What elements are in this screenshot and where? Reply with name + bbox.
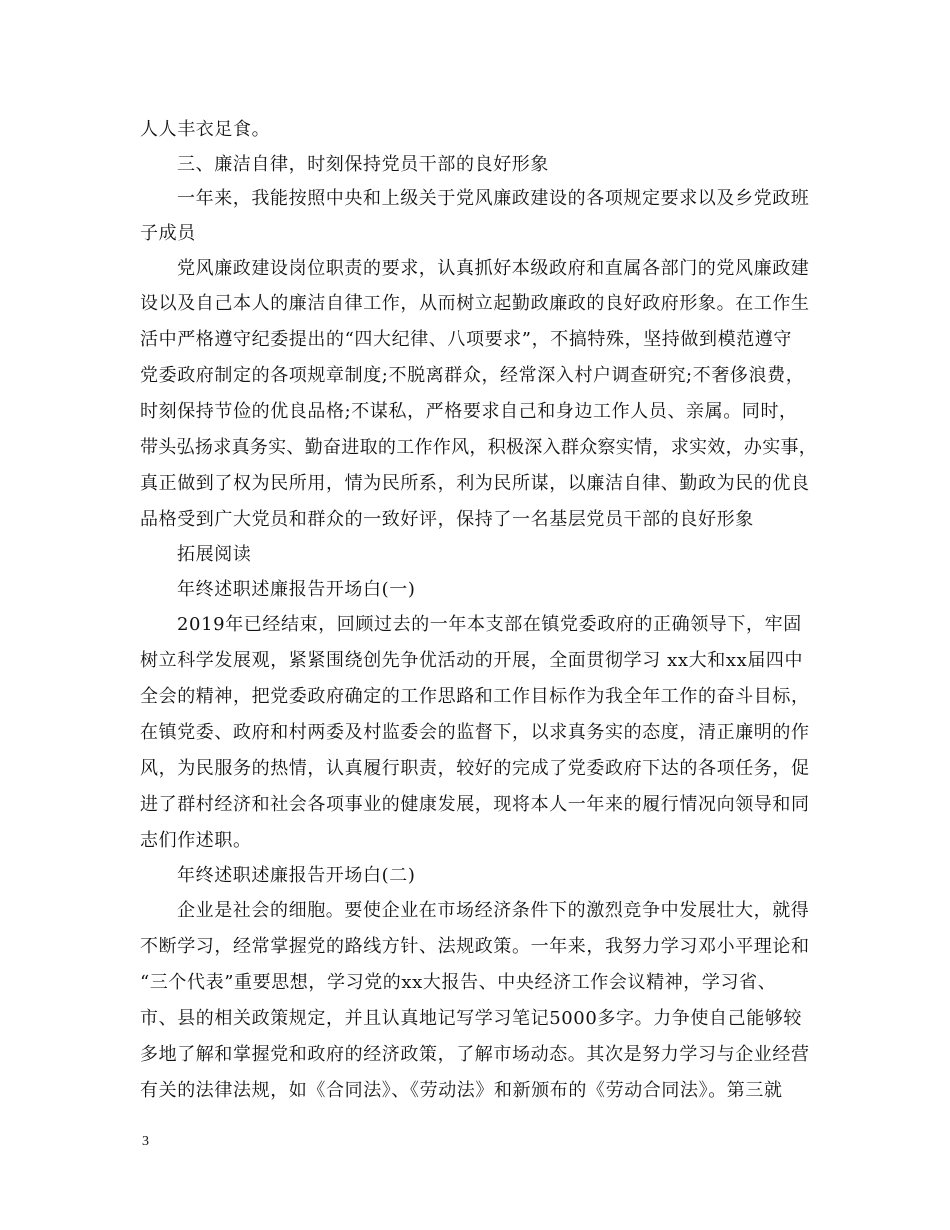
text-line: 志们作述职。	[140, 830, 252, 851]
section-heading: 年终述职述廉报告开场白(一)	[177, 579, 416, 600]
text-line: 真正做到了权为民所用，情为民所系，利为民所谋，以廉洁自律、勤政为民的优良	[140, 473, 810, 494]
text-line: “三个代表”重要思想，学习党的xx大报告、中央经济工作会议精神，学习省、	[140, 972, 777, 993]
text-line: 人人丰衣足食。	[140, 119, 271, 140]
text-line: 子成员	[140, 223, 196, 244]
text-line: 党风廉政建设岗位职责的要求，认真抓好本级政府和直属各部门的党风廉政建	[177, 258, 810, 279]
text-line: 在镇党委、政府和村两委及村监委会的监督下，以求真务实的态度，清正廉明的作	[140, 722, 810, 743]
text-line: 设以及自己本人的廉洁自律工作，从而树立起勤政廉政的良好政府形象。在工作生	[140, 293, 810, 314]
text-line: 市、县的相关政策规定，并且认真地记写学习笔记5000多字。力争使自己能够较	[140, 1008, 803, 1029]
text-line: 进了群村经济和社会各项事业的健康发展，现将本人一年来的履行情况向领导和同	[140, 794, 810, 815]
section-heading: 三、廉洁自律，时刻保持党员干部的良好形象	[177, 154, 549, 175]
text-line: 党委政府制定的各项规章制度;不脱离群众，经常深入村户调查研究;不奢侈浪费，	[140, 365, 805, 386]
text-line: 一年来，我能按照中央和上级关于党风廉政建设的各项规定要求以及乡党政班	[177, 188, 810, 209]
section-heading: 年终述职述廉报告开场白(二)	[177, 865, 416, 886]
text-line: 品格受到广大党员和群众的一致好评，保持了一名基层党员干部的良好形象	[140, 509, 754, 530]
text-line: 时刻保持节俭的优良品格;不谋私，严格要求自己和身边工作人员、亲属。同时，	[140, 401, 798, 422]
text-line: 树立科学发展观，紧紧围绕创先争优活动的开展，全面贯彻学习 xx大和xx届四中	[140, 650, 804, 671]
section-heading: 拓展阅读	[177, 544, 252, 565]
text-line: 企业是社会的细胞。要使企业在市场经济条件下的激烈竞争中发展壮大，就得	[177, 900, 810, 921]
text-line: 多地了解和掌握党和政府的经济政策，了解市场动态。其次是努力学习与企业经营	[140, 1044, 810, 1065]
text-line: 活中严格遵守纪委提出的“四大纪律、八项要求”，不搞特殊，坚持做到模范遵守	[140, 329, 793, 350]
text-line: 2019年已经结束，回顾过去的一年本支部在镇党委政府的正确领导下，牢固	[177, 614, 802, 635]
text-line: 带头弘扬求真务实、勤奋进取的工作作风，积极深入群众察实情，求实效，办实事，	[140, 437, 818, 458]
text-line: 有关的法律法规，如《合同法》、《劳动法》和新颁布的《劳动合同法》。第三就	[140, 1080, 783, 1101]
text-line: 风，为民服务的热情，认真履行职责，较好的完成了党委政府下达的各项任务，促	[140, 758, 810, 779]
text-line: 全会的精神，把党委政府确定的工作思路和工作目标作为我全年工作的奋斗目标，	[140, 686, 810, 707]
page-number: 3	[142, 1134, 149, 1149]
text-line: 不断学习，经常掌握党的路线方针、法规政策。一年来，我努力学习邓小平理论和	[140, 936, 810, 957]
